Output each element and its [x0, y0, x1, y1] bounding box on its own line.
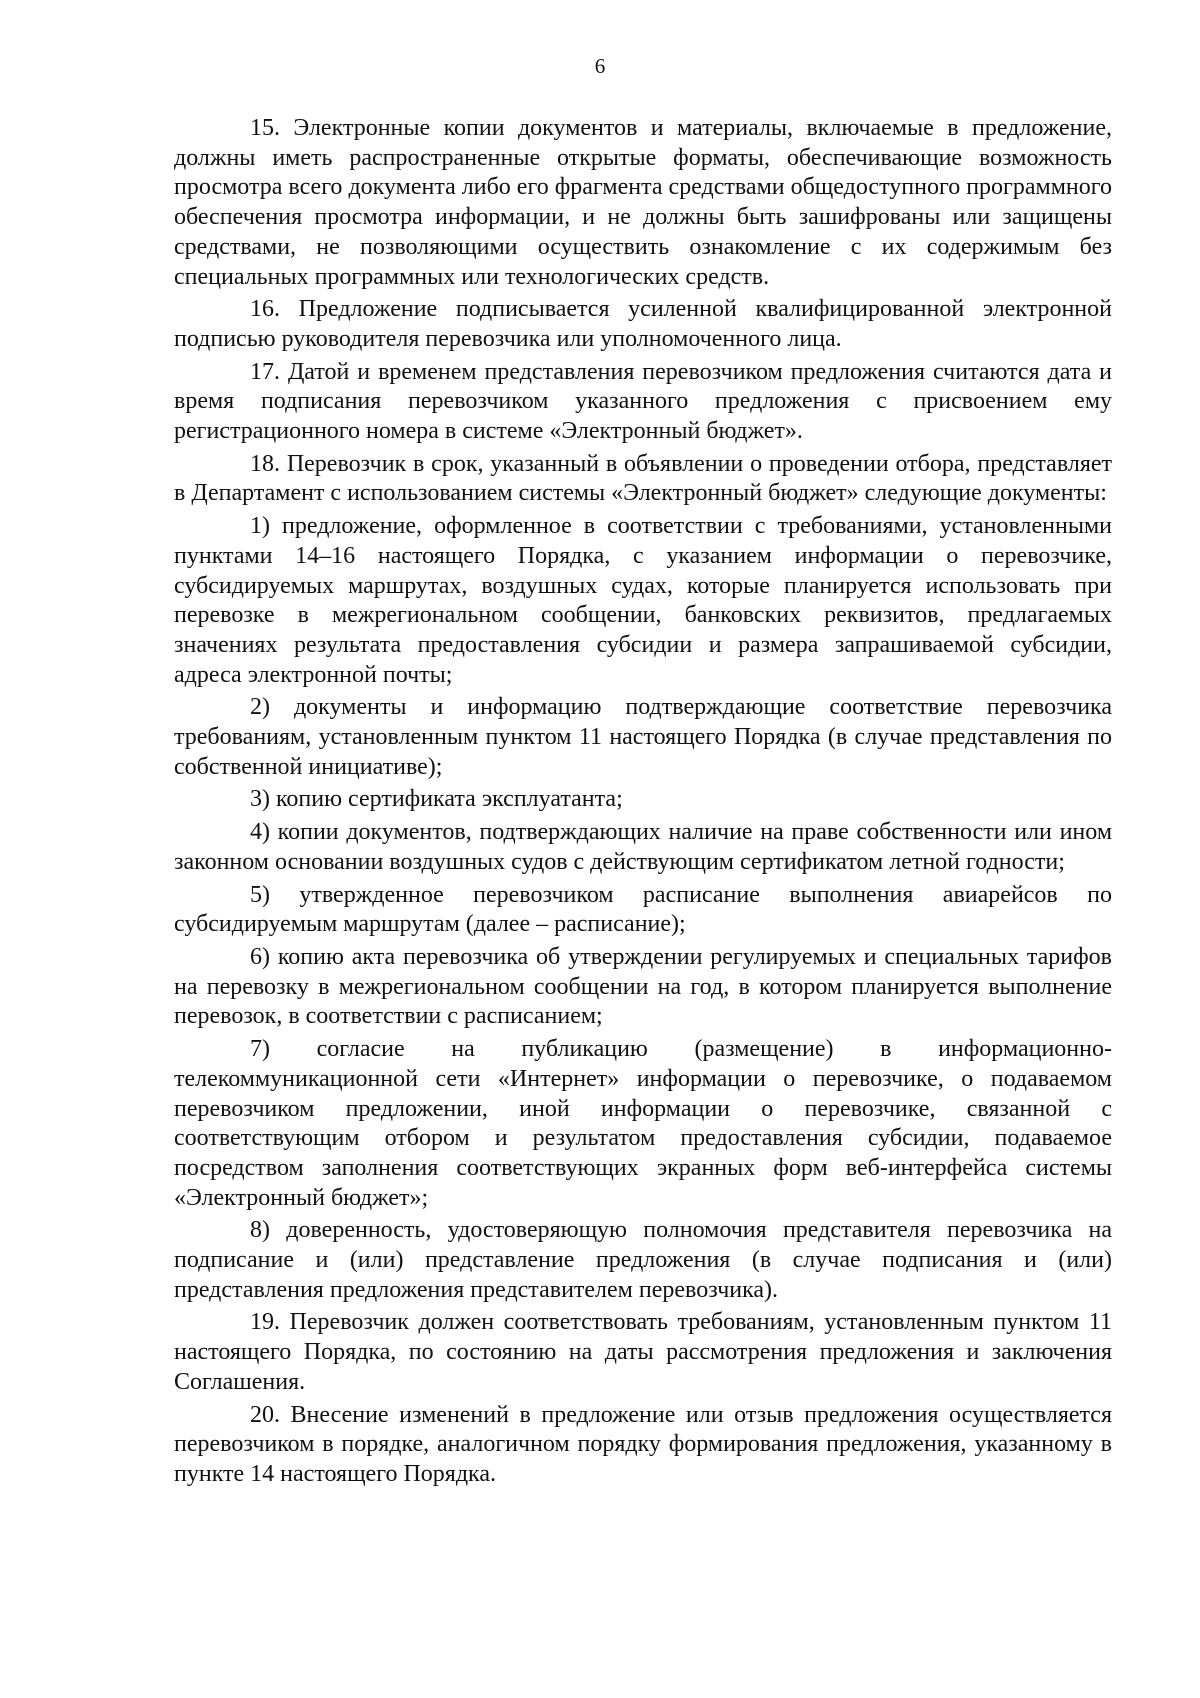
paragraph-20: 20. Внесение изменений в предложение или отзыв предложения осуществляется перевозчиком в порядке, аналогичном порядку формирования предложения, указанному в пункте 14 настоящего Порядка. [174, 1401, 1112, 1487]
paragraph-16: 16. Предложение подписывается усиленной квалифицированной электронной подписью руководителя перевозчика или уполномоченного лица. [174, 296, 1112, 352]
list-item-7: 7) согласие на публикацию (размещение) в информационно-телекоммуникационной сети «Интернет» информации о перевозчике, о подаваемом перевозчиком предложении, иной информации о перевозчике, связанной с соответствующим отбором и результатом предоставления субсидии, подаваемое посредством заполнения соответствующих экранных форм веб-интерфейса системы «Электронный бюджет»; [174, 1036, 1112, 1211]
list-item-5: 5) утвержденное перевозчиком расписание выполнения авиарейсов по субсидируемым маршрутам (далее – расписание); [174, 881, 1112, 938]
list-item-8: 8) доверенность, удостоверяющую полномочия представителя перевозчика на подписание и (или) представление предложения (в случае подписания и (или) представления предложения представителем перевозчика). [174, 1217, 1112, 1303]
list-item-3: 3) копию сертификата эксплуатанта; [250, 786, 623, 813]
paragraph-17: 17. Датой и временем представления перевозчиком предложения считаются дата и время подписания перевозчиком указанного предложения с присвоением ему регистрационного номера в системе «Электронный бюджет». [174, 358, 1112, 445]
page-number: 6 [594, 54, 606, 78]
list-item-4: 4) копии документов, подтверждающих наличие на праве собственности или ином законном основании воздушных судов с действующим сертификатом летной годности; [174, 819, 1112, 875]
list-item-1: 1) предложение, оформленное в соответствии с требованиями, установленными пунктами 14–16 настоящего Порядка, с указанием информации о перевозчике, субсидируемых маршрутах, воздушных судах, которые планируется использовать при перевозке в межрегиональном сообщении, банковских реквизитов, предлагаемых значениях результата предоставления субсидии и размера запрашиваемой субсидии, адреса электронной почты; [174, 513, 1112, 688]
paragraph-18: 18. Перевозчик в срок, указанный в объявлении о проведении отбора, представляет в Департамент с использованием системы «Электронный бюджет» следующие документы: [174, 450, 1112, 507]
paragraph-19: 19. Перевозчик должен соответствовать требованиям, установленным пунктом 11 настоящего Порядка, по состоянию на даты рассмотрения предложения и заключения Соглашения. [174, 1309, 1112, 1395]
list-item-6: 6) копию акта перевозчика об утверждении регулируемых и специальных тарифов на перевозку в межрегиональном сообщении на год, в котором планируется выполнение перевозок, в соответствии с расписанием; [174, 943, 1112, 1030]
paragraph-15: 15. Электронные копии документов и материалы, включаемые в предложение, должны иметь распространенные открытые форматы, обеспечивающие возможность просмотра всего документа либо его фрагмента средствами общедоступного программного обеспечения просмотра информации, и не должны быть зашифрованы или защищены средствами, не позволяющими осуществить ознакомление с их содержимым без специальных программных или технологических средств. [174, 115, 1112, 290]
list-item-2: 2) документы и информацию подтверждающие соответствие перевозчика требованиям, установленным пунктом 11 настоящего Порядка (в случае представления по собственной инициативе); [174, 694, 1112, 780]
document-body [174, 114, 1112, 1490]
